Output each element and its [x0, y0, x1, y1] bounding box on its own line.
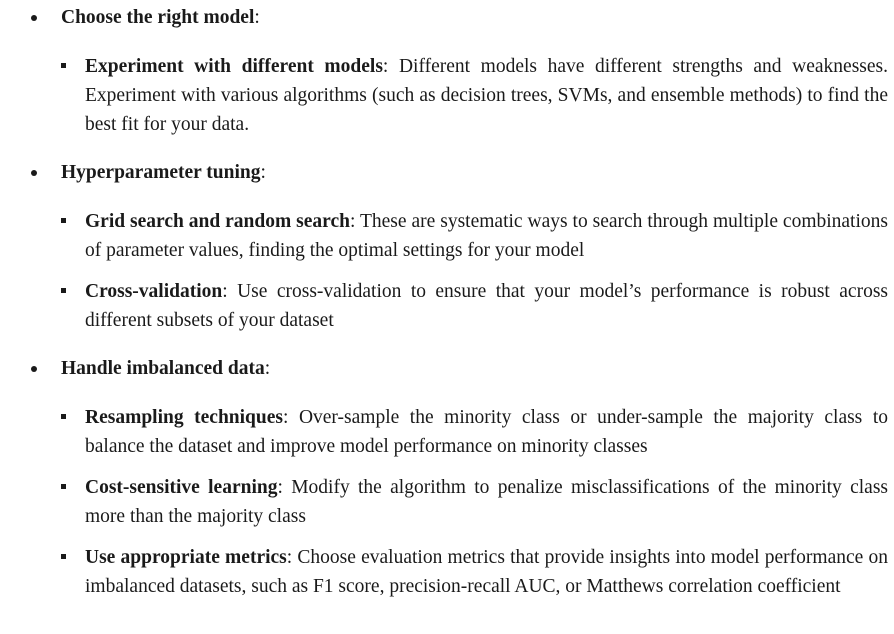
item-text: : These are systematic ways to search through multiple combinations of parameter values, finding the optimal settings for your model: [85, 211, 888, 261]
sub-item-cross-validation: [85, 277, 888, 335]
colon: :: [254, 7, 260, 28]
square-bullet-icon: [61, 554, 66, 559]
sub-item-grid-search: [85, 207, 888, 265]
item-term: Use appropriate metrics: [85, 547, 287, 568]
item-text: : Use cross-validation to ensure that your model’s performance is robust across different subsets of your dataset: [85, 281, 888, 331]
item-term: Cross-validation: [85, 281, 223, 302]
bullet-icon: [31, 170, 37, 176]
section-title: Choose the right model: [61, 7, 255, 28]
item-term: Cost-sensitive learning: [85, 477, 278, 498]
item-term: Grid search and random search: [85, 211, 350, 232]
section-title: Hyperparameter tuning: [61, 162, 261, 183]
bullet-icon: [31, 15, 37, 21]
square-bullet-icon: [61, 63, 66, 68]
item-text: : Choose evaluation metrics that provide insights into model performance on imbalanced datasets, such as F1 score, precision-recall AUC, or Matthews correlation coefficient: [85, 547, 888, 597]
sub-item-appropriate-metrics: [85, 543, 888, 601]
item-text: : Modify the algorithm to penalize misclassifications of the minority class more than the majority class: [85, 477, 888, 527]
square-bullet-icon: [61, 414, 66, 419]
sub-item-resampling: [85, 403, 888, 461]
square-bullet-icon: [61, 218, 66, 223]
colon: :: [260, 162, 266, 183]
item-text: : Over-sample the minority class or under-sample the majority class to balance the dataset and improve model performance on minority classes: [85, 407, 888, 457]
section-title: Handle imbalanced data: [61, 358, 265, 379]
square-bullet-icon: [61, 484, 66, 489]
item-term: Resampling techniques: [85, 407, 283, 428]
list-item-hyperparameter-tuning: [0, 158, 894, 187]
sub-item-experiment-models: [85, 52, 888, 139]
square-bullet-icon: [61, 288, 66, 293]
item-term: Experiment with different models: [85, 56, 383, 77]
list-item-imbalanced-data: [0, 354, 894, 383]
sub-item-cost-sensitive: [85, 473, 888, 531]
colon: :: [264, 358, 271, 379]
list-item-choose-model: [0, 3, 894, 32]
bullet-icon: [31, 366, 37, 372]
item-text: : Different models have different strengths and weaknesses. Experiment with various algorithms (such as decision trees, SVMs, and ensemble methods) to find the best fit for your data.: [85, 56, 888, 135]
